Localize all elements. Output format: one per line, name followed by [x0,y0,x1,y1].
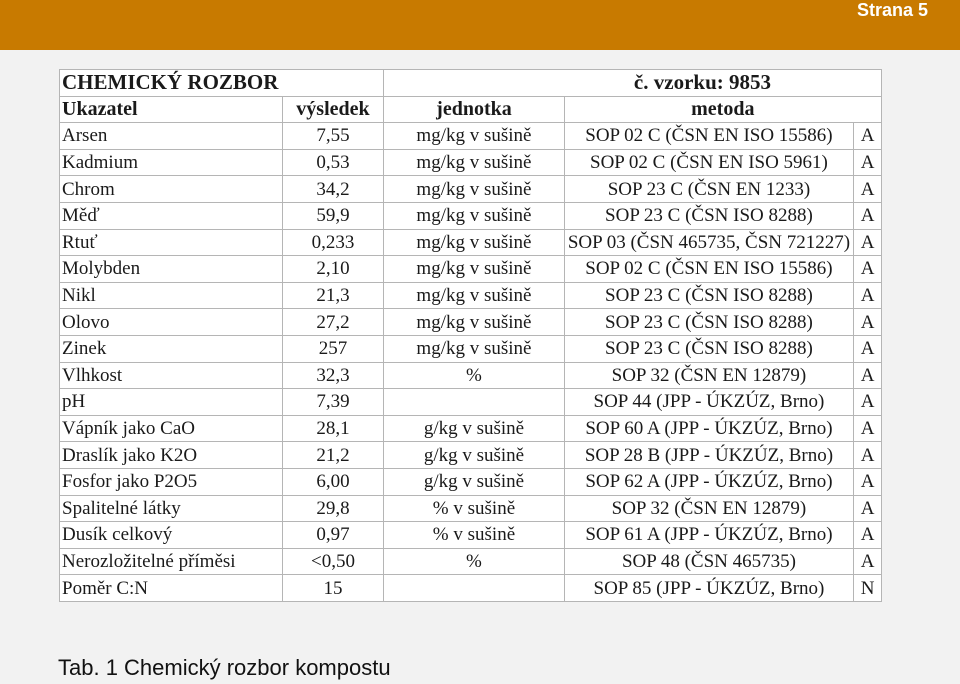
indicator-cell: Draslík jako K2O [60,442,283,469]
accreditation-cell: A [854,335,882,362]
table-row [60,176,882,203]
table-title-row [60,70,882,97]
table-row [60,495,882,522]
accreditation-cell: A [854,548,882,575]
chemical-analysis-table [59,69,882,602]
table-row [60,123,882,150]
table-row [60,202,882,229]
table-row [60,282,882,309]
table-row [60,149,882,176]
method-cell: SOP 02 C (ČSN EN ISO 15586) [564,256,854,283]
unit-cell: mg/kg v sušině [384,309,564,336]
indicator-cell: Vlhkost [60,362,283,389]
analysis-document [59,69,882,601]
indicator-cell: Nikl [60,282,283,309]
unit-cell: % v sušině [384,495,564,522]
method-cell: SOP 85 (JPP - ÚKZÚZ, Brno) [564,575,854,602]
table-row [60,548,882,575]
method-cell: SOP 44 (JPP - ÚKZÚZ, Brno) [564,389,854,416]
method-cell: SOP 23 C (ČSN ISO 8288) [564,335,854,362]
indicator-cell: Nerozložitelné příměsi [60,548,283,575]
method-cell: SOP 62 A (JPP - ÚKZÚZ, Brno) [564,468,854,495]
table-row [60,309,882,336]
method-cell: SOP 02 C (ČSN EN ISO 5961) [564,149,854,176]
indicator-cell: Dusík celkový [60,522,283,549]
method-cell: SOP 61 A (JPP - ÚKZÚZ, Brno) [564,522,854,549]
accreditation-cell: A [854,468,882,495]
result-cell: 21,2 [282,442,384,469]
result-cell: 34,2 [282,176,384,203]
result-cell: 29,8 [282,495,384,522]
unit-cell: mg/kg v sušině [384,256,564,283]
accreditation-cell: A [854,522,882,549]
table-row [60,468,882,495]
unit-cell: mg/kg v sušině [384,229,564,256]
method-cell: SOP 23 C (ČSN ISO 8288) [564,202,854,229]
table-row [60,575,882,602]
unit-cell: mg/kg v sušině [384,176,564,203]
result-cell: 0,233 [282,229,384,256]
accreditation-cell: A [854,282,882,309]
indicator-cell: Spalitelné látky [60,495,283,522]
indicator-cell: Chrom [60,176,283,203]
indicator-cell: Rtuť [60,229,283,256]
result-cell: 0,53 [282,149,384,176]
unit-cell [384,575,564,602]
result-cell: <0,50 [282,548,384,575]
method-cell: SOP 23 C (ČSN ISO 8288) [564,309,854,336]
result-cell: 7,39 [282,389,384,416]
accreditation-cell: A [854,202,882,229]
accreditation-cell: A [854,415,882,442]
table-row [60,442,882,469]
accreditation-cell: N [854,575,882,602]
method-cell: SOP 60 A (JPP - ÚKZÚZ, Brno) [564,415,854,442]
method-cell: SOP 32 (ČSN EN 12879) [564,362,854,389]
column-header-indicator: Ukazatel [60,96,283,123]
table-row [60,335,882,362]
column-header-method: metoda [564,96,881,123]
result-cell: 28,1 [282,415,384,442]
table-title: CHEMICKÝ ROZBOR [60,70,384,97]
table-row [60,229,882,256]
accreditation-cell: A [854,495,882,522]
sample-number: č. vzorku: 9853 [384,70,882,97]
unit-cell: g/kg v sušině [384,415,564,442]
unit-cell: mg/kg v sušině [384,123,564,150]
method-cell: SOP 02 C (ČSN EN ISO 15586) [564,123,854,150]
unit-cell [384,389,564,416]
unit-cell: mg/kg v sušině [384,149,564,176]
table-row [60,415,882,442]
accreditation-cell: A [854,149,882,176]
table-row [60,362,882,389]
accreditation-cell: A [854,123,882,150]
page-number-label: Strana 5 [856,0,928,20]
table-row [60,256,882,283]
method-cell: SOP 32 (ČSN EN 12879) [564,495,854,522]
method-cell: SOP 48 (ČSN 465735) [564,548,854,575]
result-cell: 6,00 [282,468,384,495]
indicator-cell: Zinek [60,335,283,362]
result-cell: 21,3 [282,282,384,309]
unit-cell: g/kg v sušině [384,468,564,495]
method-cell: SOP 03 (ČSN 465735, ČSN 721227) [564,229,854,256]
unit-cell: % [384,548,564,575]
unit-cell: mg/kg v sušině [384,335,564,362]
result-cell: 257 [282,335,384,362]
method-cell: SOP 28 B (JPP - ÚKZÚZ, Brno) [564,442,854,469]
indicator-cell: Vápník jako CaO [60,415,283,442]
result-cell: 59,9 [282,202,384,229]
accreditation-cell: A [854,309,882,336]
unit-cell: % [384,362,564,389]
result-cell: 7,55 [282,123,384,150]
accreditation-cell: A [854,256,882,283]
result-cell: 32,3 [282,362,384,389]
method-cell: SOP 23 C (ČSN ISO 8288) [564,282,854,309]
unit-cell: mg/kg v sušině [384,202,564,229]
indicator-cell: Kadmium [60,149,283,176]
result-cell: 0,97 [282,522,384,549]
indicator-cell: pH [60,389,283,416]
indicator-cell: Měď [60,202,283,229]
indicator-cell: Molybden [60,256,283,283]
unit-cell: g/kg v sušině [384,442,564,469]
accreditation-cell: A [854,389,882,416]
column-header-unit: jednotka [384,96,564,123]
table-header-row [60,96,882,123]
result-cell: 27,2 [282,309,384,336]
table-row [60,389,882,416]
result-cell: 2,10 [282,256,384,283]
accreditation-cell: A [854,176,882,203]
accreditation-cell: A [854,362,882,389]
table-row [60,522,882,549]
accreditation-cell: A [854,229,882,256]
table-caption: Tab. 1 Chemický rozbor kompostu [58,655,391,680]
result-cell: 15 [282,575,384,602]
top-bar [0,0,960,50]
unit-cell: mg/kg v sušině [384,282,564,309]
unit-cell: % v sušině [384,522,564,549]
indicator-cell: Olovo [60,309,283,336]
indicator-cell: Poměr C:N [60,575,283,602]
accreditation-cell: A [854,442,882,469]
indicator-cell: Arsen [60,123,283,150]
method-cell: SOP 23 C (ČSN EN 1233) [564,176,854,203]
indicator-cell: Fosfor jako P2O5 [60,468,283,495]
column-header-result: výsledek [282,96,384,123]
